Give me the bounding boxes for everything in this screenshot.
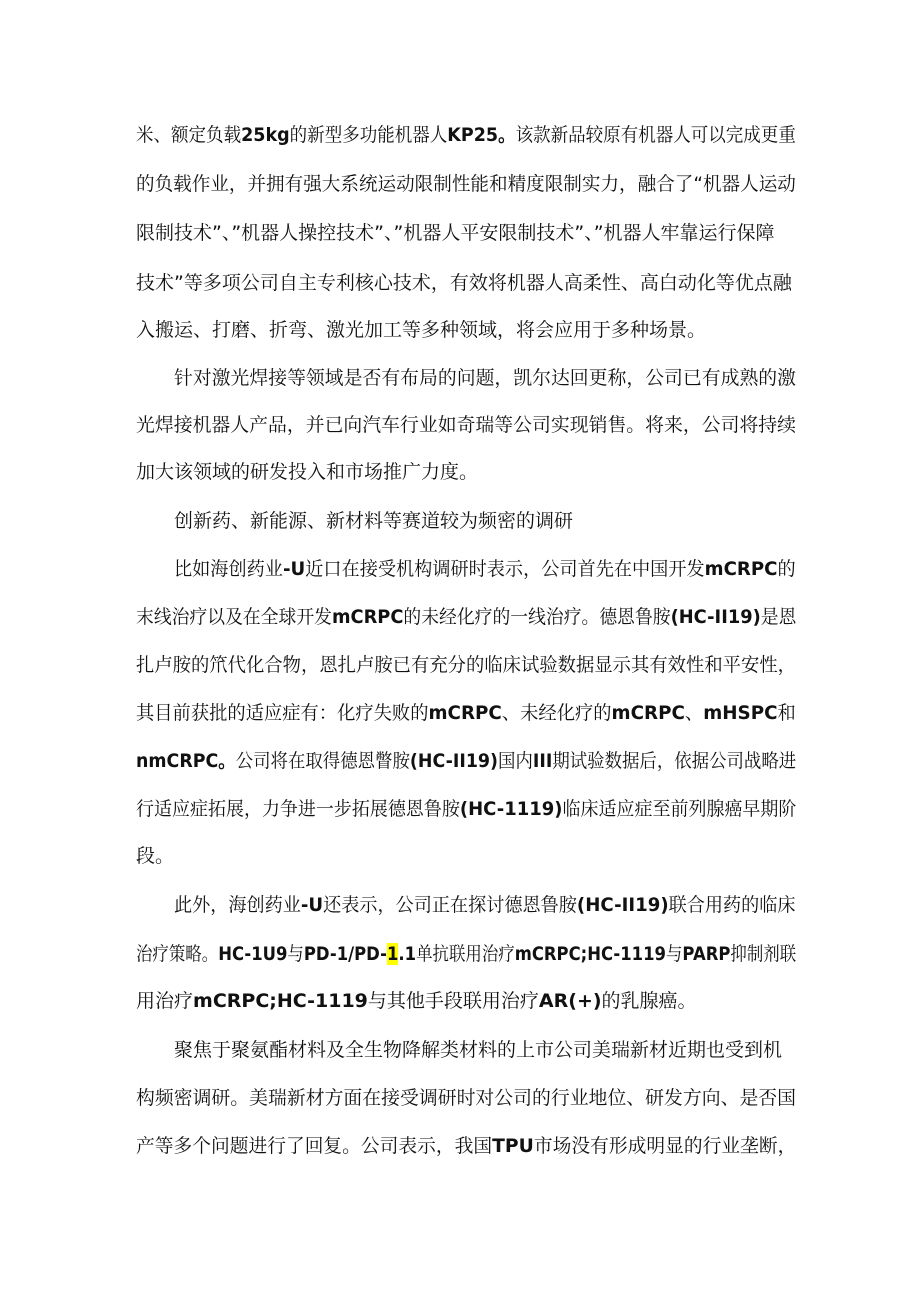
section-heading: 创新药、新能源、新材料等赛道较为频密的调研 (174, 510, 574, 532)
paragraph-3-line-4 (136, 700, 796, 726)
bold-term: mCRPC (331, 606, 404, 628)
paragraph-1-line-1 (136, 122, 796, 148)
paragraph-2-line-2: 光焊接机器人产品，并已向汽车行业如奇瑞等公司实现销售。将来，公司将持续 (136, 414, 797, 436)
text-run: 、 (684, 702, 704, 724)
text-run: 其目前获批的适应症有：化疗失败的 (136, 702, 429, 724)
text-run: 此外，海创药业 (174, 894, 301, 916)
text-run: 期试验数据后，依据公司战略进 (552, 750, 797, 772)
text-run: 治疗策略。 (136, 943, 219, 965)
text-run: 联合用药的临床 (668, 894, 796, 916)
bold-term: -U (282, 558, 306, 580)
text-run: 抑制剂联 (730, 943, 797, 965)
text-run: 行适应症拓展，力争进一步拓展德恩鲁胺 (136, 798, 460, 820)
text-run: 还表示，公司正在探讨德恩鲁胺 (323, 894, 577, 916)
bold-term: .1 (398, 943, 417, 965)
bold-term: mCRPC (428, 702, 502, 724)
paragraph-5-line-3 (136, 1133, 796, 1159)
paragraph-5-line-1: 聚焦于聚氨酯材料及全生物降解类材料的上市公司美瑞新材近期也受到机 (174, 1039, 783, 1061)
text-run: 公司将在取得德恩瞥胺 (235, 750, 410, 772)
bold-term: nmCRPC。 (136, 750, 236, 772)
bold-term: -U (300, 894, 324, 916)
text-run: 该款新品较原有机器人可以完成更重 (515, 124, 796, 146)
text-run: 比如海创药业 (174, 558, 283, 580)
paragraph-4-line-3 (136, 988, 697, 1014)
bold-term: (HC-1119) (459, 798, 563, 820)
paragraph-3-line-3: 扎卢胺的笊代化合物，恩扎卢胺已有充分的临床试验数据显示其有效性和平安性， (136, 654, 797, 676)
paragraph-1-line-4: 技术”等多项公司自主专利核心技术，有效将机器人高柔性、高白动化等优点融 (136, 272, 792, 294)
bold-term: 25kg (241, 124, 290, 146)
text-run: 的乳腺癌。 (601, 990, 697, 1012)
text-run: 末线治疗以及在全球开发 (136, 606, 332, 628)
text-run: 和 (777, 702, 796, 724)
text-run: 用治疗 (136, 990, 194, 1012)
bold-term: III (532, 750, 553, 772)
paragraph-1-line-2: 的负载作业，并拥有强大系统运动限制性能和精度限制实力，融合了“机器人运动 (136, 173, 796, 195)
paragraph-3-line-6 (136, 796, 796, 822)
paragraph-4-line-1 (174, 892, 796, 918)
bold-term: mCRPC;HC-1119 (193, 990, 368, 1012)
text-run: 与其他手段联用治疗 (367, 990, 539, 1012)
text-run: 与 (665, 943, 683, 965)
text-run: 与 (287, 943, 304, 965)
text-run: 的 (777, 558, 796, 580)
text-run: 的未经化疗的一线治疗。德恩鲁胺 (403, 606, 671, 628)
paragraph-1-line-5: 入搬运、打磨、折弯、激光加工等多种领域，将会应用于多种场景。 (136, 319, 707, 341)
text-run: 米、额定负载 (136, 124, 242, 146)
bold-term: mCRPC;HC-1119 (514, 943, 666, 965)
bold-term: (HC-II19) (670, 606, 761, 628)
bold-term: TPU (492, 1135, 534, 1157)
highlighted-term: 1 (386, 943, 399, 965)
bold-term: PD-1/PD- (303, 943, 387, 965)
text-run: 单抗联用治疗 (416, 943, 515, 965)
text-run: 国内 (498, 750, 533, 772)
bold-term: AR(+) (538, 990, 602, 1012)
text-run: 是恩 (760, 606, 797, 628)
bold-term: mCRPC (611, 702, 685, 724)
paragraph-1-line-3: 限制技术”、”机器人操控技术”、”机器人平安限制技术”、”机器人牢靠运行保障 (136, 222, 775, 244)
text-run: 市场没有形成明显的行业垄断， (533, 1135, 797, 1157)
paragraph-2-line-1: 针对激光焊接等领域是否有布局的问题，凯尔达回更称，公司已有成熟的激 (174, 367, 796, 389)
paragraph-3-line-7: 段。 (136, 845, 175, 867)
paragraph-3-line-2 (136, 604, 796, 630)
bold-term: HC-1U9 (218, 943, 288, 965)
bold-term: mHSPC (703, 702, 778, 724)
bold-term: mCRPC (704, 558, 778, 580)
paragraph-2-line-3: 加大该领域的研发投入和市场推广力度。 (136, 461, 479, 483)
text-run: 临床适应症至前列腺癌早期阶 (562, 798, 797, 820)
bold-term: (HC-II19) (576, 894, 669, 916)
text-run: 近口在接受机构调研时表示，公司首先在中国开发 (305, 558, 705, 580)
text-run: 产等多个问题进行了回复。公司表示，我国 (136, 1135, 493, 1157)
text-run: 的新型多功能机器人 (289, 124, 448, 146)
paragraph-5-line-2: 构频密调研。美瑞新材方面在接受调研时对公司的行业地位、研发方向、是否国 (136, 1087, 797, 1109)
bold-term: (HC-II19) (409, 750, 499, 772)
paragraph-4-line-2 (136, 941, 796, 967)
text-run: 、未经化疗的 (501, 702, 612, 724)
bold-term: KP25。 (447, 124, 516, 146)
bold-term: PARP (682, 943, 731, 965)
paragraph-3-line-5 (136, 748, 796, 774)
paragraph-3-line-1 (174, 556, 796, 582)
